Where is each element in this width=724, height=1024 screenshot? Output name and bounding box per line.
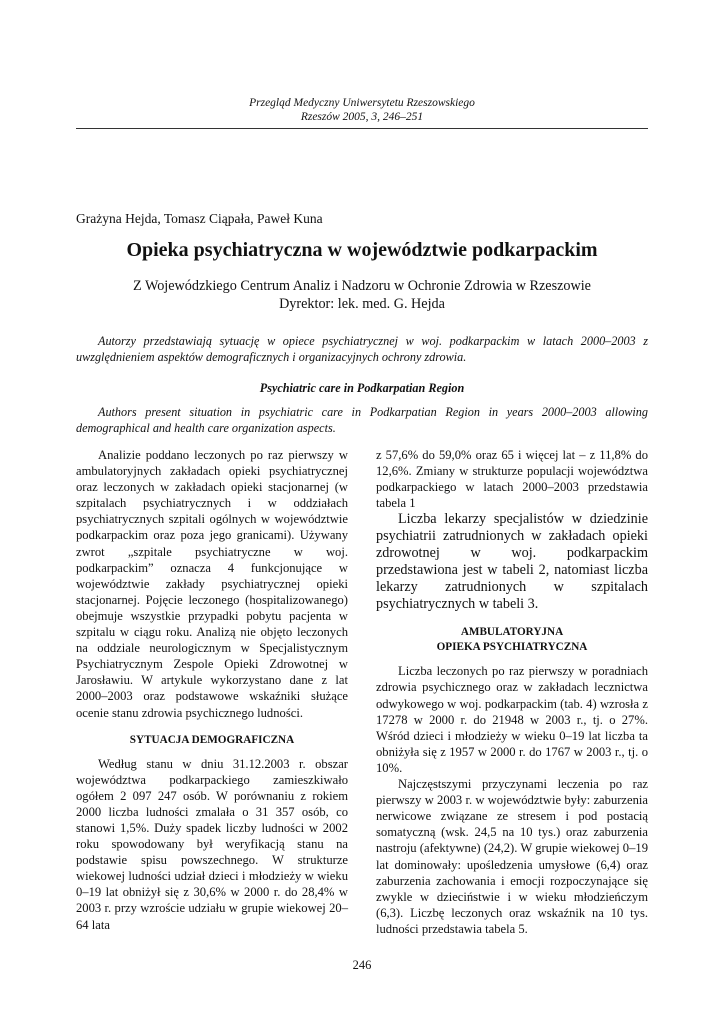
journal-name: Przegląd Medyczny Uniwersytetu Rzeszowskiego <box>249 97 475 109</box>
section-heading-line2: OPIEKA PSYCHIATRYCZNA <box>436 641 588 654</box>
page-number: 246 <box>352 958 372 972</box>
right-column <box>376 447 648 937</box>
affiliation-institution: Z Wojewódzkiego Centrum Analiz i Nadzoru w Ochronie Zdrowia w Rzeszowie <box>133 278 591 294</box>
abstract-english: Authors present situation in psychiatric care in Podkarpatian Region in years 2000–2003 allowing demographical and health care organization aspects. <box>76 405 648 435</box>
section-heading-demography: SYTUACJA DEMOGRAFICZNA <box>129 733 295 746</box>
paragraph-demography: Według stanu w dniu 31.12.2003 r. obszar województwa podkarpackiego zamieszkiwało ogółem 2 097 247 osób. W porównaniu z rokiem 2000 liczba ludności zmalała o 31 357 osób, co stanowi 1,5%. Duży spadek liczby ludności w 2002 roku spowodowany był weryfikacją stanu na podstawie spisu powszechnego. W strukturze wiekowej ludności udział dzieci i młodzieży w wieku 0–19 lat obniżył się z 30,6% w 2000 r. do 28,4% w 2003 r. przy wzroście udziału w grupie wiekowej 20–64 lata <box>76 756 348 932</box>
paragraph-demography-cont: z 57,6% do 59,0% oraz 65 i więcej lat – z 11,8% do 12,6%. Zmiany w strukturze populacji województwa podkarpackiego w latach 2000–2003 przedstawia tabela 1 <box>376 448 648 511</box>
paragraph-methods: Analizie poddano leczonych po raz pierwszy w ambulatoryjnych zakładach opieki psychiatrycznej oraz leczonych w zakładach opieki stacjonarnej (w szpitalach psychiatrycznych i w oddziałach psychiatrycznych szpitali ogólnych w województwie podkarpackim oraz poza jego granicami). Używany zwrot „szpitale psychiatryczne w woj. podkarpackim” oznacza 4 funkcjonujące w województwie zakłady psychiatrycznej opieki stacjonarnej. Pojęcie leczonego (hospitalizowanego) obejmuje wszystkie przypadki pobytu pacjenta w szpitalu w ciągu roku. Analizą nie objęto leczonych na oddziale neurologicznym w Specjalistycznym Psychiatrycznym Zespole Opieki Zdrowotnej w Jarosławiu. W artykule wykorzystano dane z lat 2000–2003 oraz podstawowe wskaźniki służące ocenie stanu zdrowia psychicznego ludności. <box>76 448 348 720</box>
abstract-polish: Autorzy przedstawiają sytuację w opiece psychiatrycznej w woj. podkarpackim w latach 2000–2003 z uwzględnieniem aspektów demograficznych i organizacyjnych ochrony zdrowia. <box>76 334 648 364</box>
section-heading-line1: AMBULATORYJNA <box>460 626 564 639</box>
authors: Grażyna Hejda, Tomasz Ciąpała, Paweł Kuna <box>76 211 323 226</box>
english-title: Psychiatric care in Podkarpatian Region <box>259 381 465 395</box>
header-rule <box>76 128 648 129</box>
paragraph-causes: Najczęstszymi przyczynami leczenia po raz pierwszy w 2003 r. w województwie były: zaburzenia nerwicowe związane ze stresem i pod postacią somatyczną (wsk. 24,5 na 10 tys.) oraz zaburzenia nastroju (afektywne) (24,2). W grupie wiekowej 0–19 lat dominowały: upośledzenia umysłowe (6,4) oraz zaburzenia zachowania i emocji rozpoczynające się zwykle w dzieciństwie i w wieku młodzieńczym (6,3). Liczbę leczonych oraz wskaźnik na 10 tys. ludności przedstawia tabela 5. <box>376 777 648 936</box>
paragraph-specialists: Liczba lekarzy specjalistów w dziedzinie psychiatrii zatrudnionych w zakładach opieki zdrowotnej w woj. podkarpackim przedstawiona jest w tabeli 2, natomiast liczba lekarzy zatrudnionych w szpitalach psychiatrycznych w tabeli 3. <box>376 511 648 613</box>
affiliation <box>76 277 648 313</box>
affiliation-director: Dyrektor: lek. med. G. Hejda <box>279 296 445 312</box>
paragraph-outpatient: Liczba leczonych po raz pierwszy w poradniach zdrowia psychicznego oraz w zakładach lecznictwa odwykowego w woj. podkarpackim (tab. 4) wzrosła z 17278 w 2000 r. do 21948 w 2003 r., tj. o 27%. Wśród dzieci i młodzieży w wieku 0–19 lat liczba ta obniżyła się z 1957 w 2000 r. do 1767 w 2003 r., tj. o 10%. <box>376 664 648 775</box>
journal-header <box>0 96 724 124</box>
article-title: Opieka psychiatryczna w województwie podkarpackim <box>126 239 598 261</box>
section-heading-outpatient <box>376 625 648 655</box>
journal-issue: Rzeszów 2005, 3, 246–251 <box>300 111 424 123</box>
left-column <box>76 447 348 933</box>
